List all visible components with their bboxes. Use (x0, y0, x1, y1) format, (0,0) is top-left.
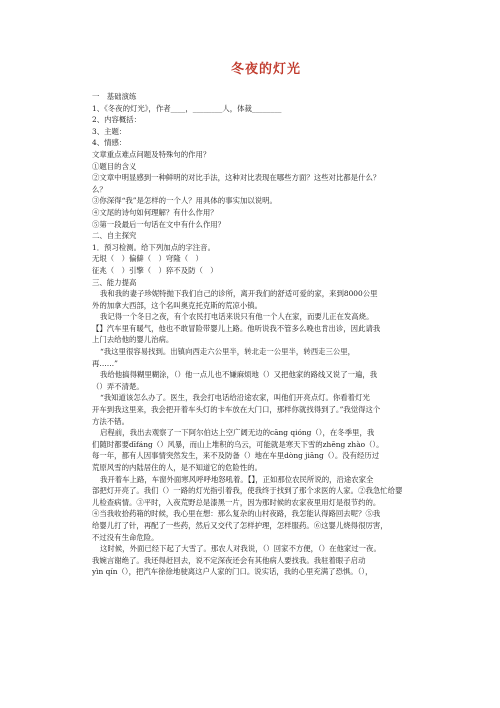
text-line: ⑤第一段最后一句话在文中有什么作用？ (92, 219, 226, 229)
paragraph-line: 外的加拿大西部，这个名叫奥克托克斯的荒凉小镇。 (92, 300, 262, 310)
paragraph-line: 开车到我这里来，我会把开着车头灯的卡车放在大门口，那样你就找得到了。”我觉得这个 (92, 405, 381, 415)
section-heading: 三、能力提高 (92, 277, 137, 287)
paragraph-line: 给婴儿打了针，再配了一些药，然后又交代了怎样护理，怎样服药。⑥这婴儿烧得很厉害， (92, 520, 388, 530)
section-heading: 二、自主探究 (92, 231, 137, 241)
section-heading: 一 基础演练 (92, 92, 137, 101)
text-line: ④文尾的诗句如何理解？有什么作用？ (92, 207, 218, 217)
question-line: 2、内容概括： (92, 115, 142, 125)
paragraph-line: 每一年，都有人因事情突然发生，来不及防备（）地在车里dòng jiāng（）。没有经历过 (92, 451, 380, 461)
paragraph-line: 这时候，外面已经下起了大雪了。那农人对我说，（）回家不方便，（）在他家过一夜。 (100, 544, 381, 554)
paragraph-line: ④当我收拾药箱的时候，我心里在想：那么复杂的山村夜路，我怎能认得路回去呢？⑤我 (92, 509, 381, 519)
text-line: ②文章中明显感到一种鲜明的对比手法，这种对比表现在哪些方面？这些对比都是什么？ (92, 173, 381, 183)
text-line: 征兆（ ）引擎（ ）猝不及防（ ） (92, 265, 218, 275)
text-line: 1．预习检测。给下列加点的字注音。 (92, 242, 215, 252)
text-line: ①题目的含义 (92, 161, 137, 171)
paragraph-line: （）弄不清楚。 (92, 381, 144, 391)
paragraph-line: 上门去给他的婴儿治病。 (92, 335, 174, 345)
paragraph-line: 们随时都要dīfáng（）风暴，而山上堆积的乌云，可能就是寒天下雪的zhēng zhào（）。 (92, 439, 384, 449)
paragraph-line: “我这里很容易找到。出镇向西走六公里半，转北走一公里半，转西走三公里， (100, 347, 356, 357)
paragraph-line: 我婉言谢绝了。我还得赶回去，说不定深夜还会有其他病人要找我。我驻着眼子启动 (92, 555, 366, 565)
paragraph-line: 我给他搞得糊里糊涂，（）他一点儿也不嫌麻烦地（）又把他家的路线又说了一遍，我 (100, 370, 378, 380)
document-body (92, 91, 440, 578)
paragraph-line: 不过没有生命危险。 (92, 532, 159, 542)
paragraph-line: 我开着车上路，车窗外面寒风呼呼地怒吼着。【】，正如那位农民所说的，沿途农家全 (100, 474, 374, 484)
paragraph-line: 我和我的妻子珍妮特抛下我们自己的诊所，离开我们的舒适可爱的家，来到8000公里 (100, 289, 378, 299)
paragraph-line: 方法不错。 (92, 416, 129, 426)
document-title: 冬夜的灯光 (230, 62, 301, 77)
paragraph-line: yìn qín（），把汽车徐徐地驶离这户人家的门口。说实话，我的心里充满了恐惧。（）， (92, 567, 373, 577)
question-line: 3、主题： (92, 126, 127, 136)
paragraph-line: “我知道该怎么办了。医生，我会打电话给沿途农家，叫他们开亮点灯。你看着灯光 (100, 393, 370, 403)
question-line: 1、《冬夜的灯光》，作者____，________人，体裁________ (92, 103, 282, 113)
paragraph-line: 启程前，我出去观察了一下阿尔伯达上空广阔无边的cāng qióng（），在冬季里，我 (100, 428, 375, 438)
paragraph-line: 我记得一个冬日之夜，有个农民打电话来说只有他一个人在家，而要儿正在发高烧。 (100, 312, 374, 322)
paragraph-line: 部把灯开亮了。我们（）一路的灯光指引着我，使我终于找到了那个求医的人家。②我急忙给婴 (92, 486, 403, 496)
question-line: 4、情感： (92, 138, 127, 148)
text-line: 么？ (92, 184, 107, 194)
text-line: ③你深得“我”是怎样的一个人？用具体的事实加以说明。 (92, 196, 277, 206)
paragraph-line: 儿检查病情。③平时，入夜荒野总是漆黑一片，因为那时候的农家夜里用灯是很节约的。 (92, 497, 381, 507)
paragraph-line: 荒原风雪的内陆居住的人，是不知道它的危险性的。 (92, 463, 262, 472)
paragraph-line: 【】汽车里有暖气，他也不敢冒险带婴儿上路。他听说我不管多么晚也肯出诊，因此请我 (92, 323, 381, 333)
text-line: 文章重点难点问题及特殊句的作用？ (92, 149, 211, 159)
text-line: 无垠（ ）偏僻（ ）穹隆（ ） (92, 254, 203, 264)
paragraph-line: 再……” (92, 358, 118, 368)
